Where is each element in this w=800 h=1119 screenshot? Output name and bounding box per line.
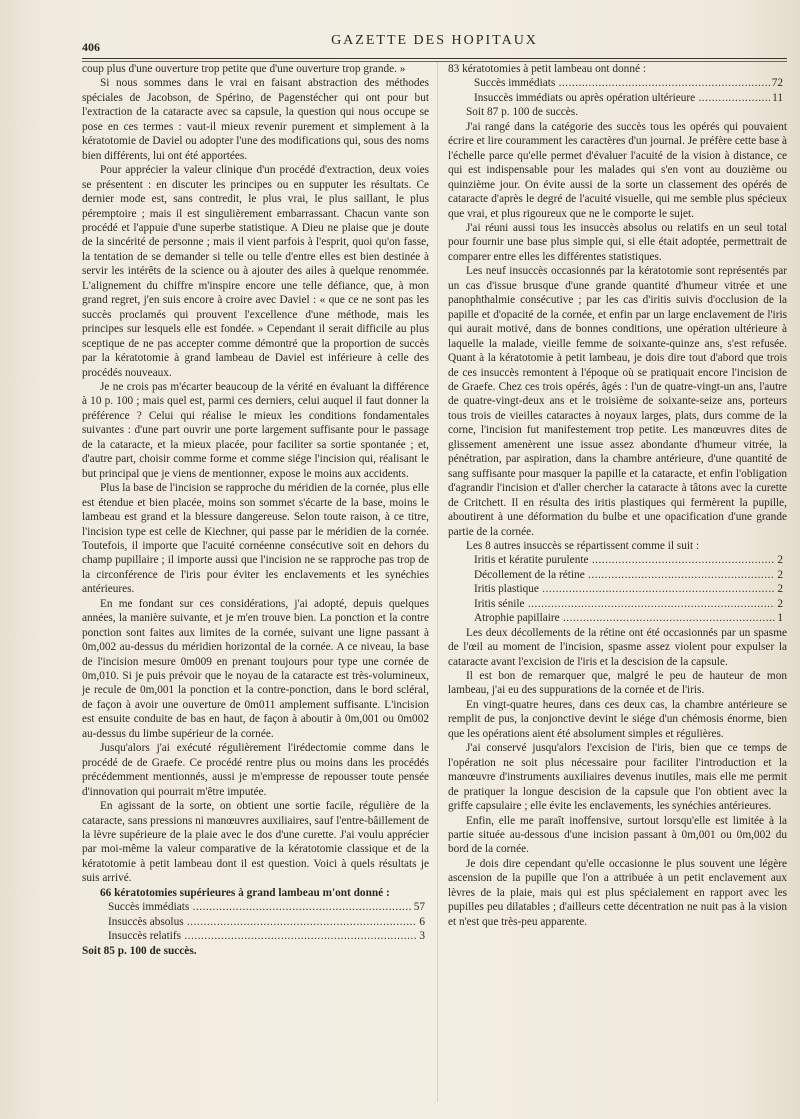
paragraph: Pour apprécier la valeur clinique d'un procédé d'extraction, deux voies se présentent : en discuter les principes ou en supputer les résultats. Ce dernier mode est, sans contredit, le plus vrai, le plus saillant, le plus péremptoire ; mais il est singulièrement embarrassant. Chacun vante son procédé et l'appuie d'une superbe statistique. A Dieu ne plaise que je doute de la sincérité de personne ; mais il vient parfois à l'esprit, quoi qu'on fasse, la tentation de se demander si telle ou telle d'entre elles est bien destinée à servir les intérêts de la science ou à ajouter des ailes à quelque renommée. L'alignement du chiffre m'inspire encore une telle défiance, que, à mon grand regret, j'en suis encore à croire avec Daviel : « que ce ne sont pas les succès proclamés qui prouvent l'excellence d'une méthode, mais les principes sur lesquels elle est fondée. » Cependant il serait difficile au plus sceptique de ne pas accepter comme démontré que la proportion de succès par la kératotomie à grand lambeau de Daviel est inférieure à celle des procédés nouveaux. xyxy=(82,164,429,379)
paragraph: En agissant de la sorte, on obtient une sortie facile, régulière de la cataracte, sans pressions ni manœuvres auxiliaires, sauf l'entre-bâillement de la lèvre supérieure de la plaie avec le dos d'une curette. J'ai voulu apprécier par moi-même la valeur comparative de la kératotomie classique et de la kératotomie à petit lambeau dont il est question. Voici à quels résultats je suis arrivé. xyxy=(82,800,429,885)
stat-value: 3 xyxy=(419,930,425,943)
stat-label: Insuccès immédiats ou après opération ultérieure ..... xyxy=(474,91,770,105)
stat-row xyxy=(82,915,429,929)
stat-label: Décollement de la rétine ..... xyxy=(474,568,775,582)
paragraph: Plus la base de l'incision se rapproche du méridien de la cornée, plus elle est étendue et bien placée, moins son sommet s'écarte de la base, moins le lambeau est grand et la blessure dangereuse. Selon toute raison, à ce titre, l'incision type est celle de Kiechner, qui passe par le méridien de la cornée. Toutefois, il importe que l'acuité cornéenne consécutive soit en dehors du champ pupillaire ; il importe aussi que l'incision ne se rapproche pas trop de la circonférence de l'iris pour éviter les enclavements et les synéchies antérieures. xyxy=(82,482,429,596)
paragraph: Jusqu'alors j'ai exécuté régulièrement l'irédectomie comme dans le procédé de de Graefe. Ce procédé rentre plus ou moins dans les procédés précédemment mentionnés, aussi je m'empresse de repousser toute pensée d'innovation qui pourrait m'être imputée. xyxy=(82,742,429,798)
stats-table-left xyxy=(82,900,429,943)
header-rule xyxy=(82,58,787,59)
stat-row xyxy=(448,597,787,611)
paragraph: J'ai conservé jusqu'alors l'excision de l'iris, bien que ce temps de l'opération ne soit plus nécessaire pour faciliter l'introduction et la manœuvre d'instruments auxiliaires devenus inutiles, mais elle me permit de pratiquer la longue descision de la capsule que l'on obtient avec la griffe capsulaire ; elle évite les enclavements, les synéchies antérieures. xyxy=(448,742,787,813)
paragraph: Les neuf insuccès occasionnés par la kératotomie sont représentés par un cas d'issue brusque d'une grande quantité d'humeur vitrée et une panophthalmie consécutive ; par les cas d'iritis suivis d'occlusion de la papille et d'opacité de la cornée, et enfin par un large enclavement de l'iris qui aurait motivé, dans de bonnes conditions, une opération ultérieure à laquelle la malade, vieille femme de soixante-quinze ans, s'est refusée. Quant à la kératotomie à petit lambeau, je dois dire tout d'abord que trois de ces insuccès remontent à l'époque où se pratiquait encore l'incision de de Graefe. Chez ces trois opérés, âgés : l'un de quatre-vingt-un ans, l'autre de quatre-vingt-deux ans et le troisième de soixante-seize ans, porteurs tous trois de vieilles cataractes à noyaux larges, plats, durs comme de la corne, l'incision fut manifestement trop petite. Les manœuvres dites de glissement amenèrent une issue assez abondante d'humeur vitrée, la pénétration, par aspiration, dans la chambre antérieure, d'une quantité de sang suffisante pour masquer la papille et la cataracte, et enfin l'obligation d'agrandir l'incision et d'aller chercher la cataracte à tâtons avec la curette de Critchett. Il en résulta des iritis plastiques qui fermèrent la pupille, aboutirent à une déformation du bulbe et une opacification d'une grande partie de la cornée. xyxy=(448,265,787,538)
page-number: 406 xyxy=(82,40,100,54)
paragraph: Enfin, elle me paraît inoffensive, surtout lorsqu'elle est limitée à la partie située au-dessous d'une incision passant à 0m,001 ou 0m,002 du bord de la cornée. xyxy=(448,814,787,856)
stat-value: 6 xyxy=(419,915,425,928)
stat-label: Succès immédiats ..... xyxy=(108,900,412,914)
stat-value: 2 xyxy=(777,568,783,581)
paragraph: Les deux décollements de la rétine ont été occasionnés par un spasme de l'œil au moment de l'incision, spasme assez violent pour expulser la cataracte avant l'excision de l'iris et la descision de la capsule. xyxy=(448,626,787,668)
stat-value: 2 xyxy=(777,554,783,567)
stat-label: Iritis sénile ..... xyxy=(474,597,775,611)
paragraph: J'ai réuni aussi tous les insuccès absolus ou relatifs en un seul total pour fournir une base plus simple qui, si elle était adoptée, permettrait de comparer entre elles les différentes statistiques. xyxy=(448,221,787,263)
page-header xyxy=(82,30,787,52)
stat-value: 1 xyxy=(777,612,783,625)
stats-table-complications xyxy=(448,553,787,625)
paragraph: J'ai rangé dans la catégorie des succès tous les opérés qui pouvaient écrire et lire couramment les caractères d'un journal. Je préfère cette base à l'échelle parce qu'elle permet d'évaluer l'acuité de la vision à distance, ce qui est indispensable pour les malades qui s'en vont au douzième ou quinzième jour. On évite aussi de la sorte un classement des opérés de cataracte d'après le degré de l'acuité visuelle, qui me semble plus spécieux que vrai, et plus rigoureux que ne le comporte le sujet. xyxy=(448,120,787,220)
paragraph: coup plus d'une ouverture trop petite que d'une ouverture trop grande. » xyxy=(82,63,406,75)
stat-label: Succès immédiats ..... xyxy=(474,76,770,90)
column-gutter xyxy=(437,62,438,1102)
stat-row xyxy=(448,611,787,625)
stat-row xyxy=(448,582,787,596)
stat-row xyxy=(448,568,787,582)
stats-table-right xyxy=(448,76,787,105)
stat-label: Iritis et kératite purulente ..... xyxy=(474,553,775,567)
paragraph: En me fondant sur ces considérations, j'ai adopté, depuis quelques années, la manière suivante, et je m'en trouve bien. La ponction et la contre ponction sont faites aux limites de la cornée, suivant une ligne passant à 0m,002 au-dessus du méridien horizontal de la cornée. A ce niveau, la base de l'incision mesure 0m009 en prenant toujours pour type une cornée de 0m,010. Si je puis prévoir que le noyau de la cataracte est très-volumineux, je recule de 0m,001 la ponction et la contre-ponction, dans le bord scléral, de façon à avoir une ouverture de 0m011 amplement suffisante. L'incision est ensuite conduite de bas en haut, de façon à aboutir à 0m,001 ou 0m002 au-dessus du limbe supérieur de la cornée. xyxy=(82,597,429,740)
stat-value: 57 xyxy=(413,901,425,914)
paragraph: Si nous sommes dans le vrai en faisant abstraction des méthodes spéciales de Jacobson, de Spérino, de Pagenstécher qui ont pour but l'extraction de la cataracte avec sa capsule, la question qui nous occupe se pose en ces termes : vaut-il mieux revenir purement et simplement à la kératotomie de Daviel ou adopter l'une des modifications qui, sous des noms bien différents, lui ont été apportées. xyxy=(82,77,429,162)
paragraph: Il est bon de remarquer que, malgré le peu de hauteur de mon lambeau, j'ai eu des suppurations de la cornée et de l'iris. xyxy=(448,670,787,697)
stat-value: 72 xyxy=(771,77,783,90)
running-title: GAZETTE DES HOPITAUX xyxy=(331,33,538,48)
stat-value: 2 xyxy=(777,583,783,596)
stat-label: Iritis plastique ..... xyxy=(474,582,775,596)
stat-value: 2 xyxy=(777,597,783,610)
stat-row xyxy=(82,929,429,943)
stat-row xyxy=(448,76,787,90)
stat-row xyxy=(448,91,787,105)
stat-row xyxy=(82,900,429,914)
stat-value: 11 xyxy=(772,91,783,104)
stats-conclusion: Soit 85 p. 100 de succès. xyxy=(82,944,197,957)
stats-intro: 66 kératotomies supérieures à grand lambeau m'ont donné : xyxy=(100,886,390,899)
right-column xyxy=(448,62,787,929)
paragraph: Je dois dire cependant qu'elle occasionne le plus souvent une légère ascension de la pupille que l'on a attribuée à un petit enclavement aux lèvres de la plaie, mais qui est plus spécialement en rapport avec les pupilles peu dilatables ; d'ailleurs cette décentration ne nuit pas à la vision et n'est que très-peu apparente. xyxy=(448,857,787,928)
stat-label: Atrophie papillaire ..... xyxy=(474,611,775,625)
paragraph: En vingt-quatre heures, dans ces deux cas, la chambre antérieure se remplit de pus, la conjonctive devint le siége d'un chémosis énorme, bien que les opérations aient été absolument simples et régulières. xyxy=(448,698,787,740)
paragraph: Les 8 autres insuccès se répartissent comme il suit : xyxy=(466,539,700,552)
stat-row xyxy=(448,553,787,567)
left-column xyxy=(82,62,429,958)
stat-label: Insuccès absolus ..... xyxy=(108,915,417,929)
stats-intro: 83 kératotomies à petit lambeau ont donné : xyxy=(448,63,646,75)
stat-label: Insuccès relatifs ..... xyxy=(108,929,417,943)
stats-conclusion: Soit 87 p. 100 de succès. xyxy=(466,106,579,119)
paragraph: Je ne crois pas m'écarter beaucoup de la vérité en évaluant la différence à 10 p. 100 ; mais quel est, parmi ces derniers, celui auquel il faut donner la préférence ? Celui qui réalise le mieux les conditions fondamentales suivantes : d'une part ouvrir une porte largement suffisante pour le passage de la cataracte, et la mieux placée, pour faciliter sa sortie spontanée ; et, d'autre part, choisir comme forme et comme siége l'incision qui, réalisant le but principal que je viens de mentionner, expose le moins aux accidents. xyxy=(82,380,429,480)
